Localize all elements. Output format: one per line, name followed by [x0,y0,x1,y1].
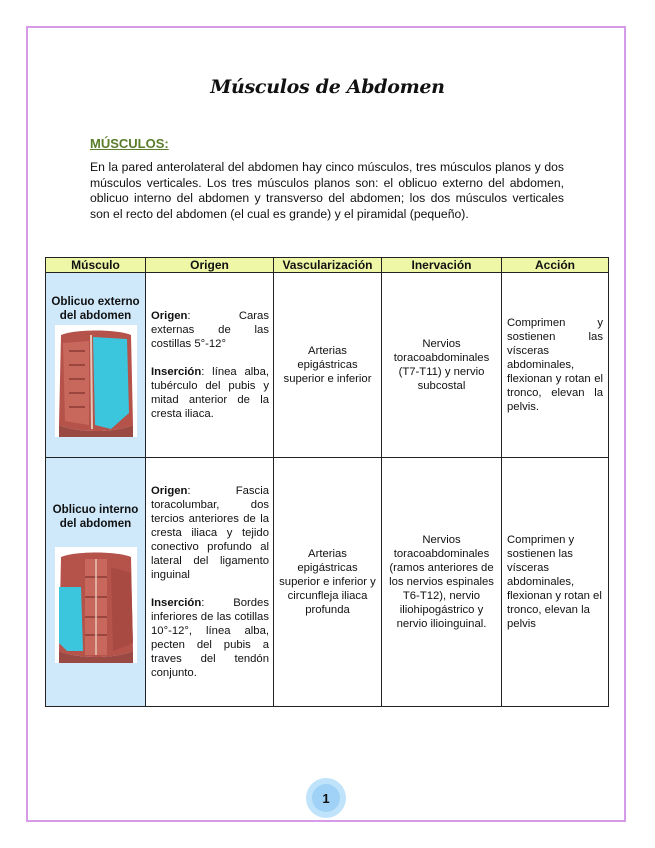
muscles-table [45,257,609,707]
header-inervacion: Inervación [382,258,502,273]
origin-label: Origen [151,485,188,497]
internal-oblique-illustration-icon [55,547,137,663]
header-musculo: Músculo [46,258,146,273]
table-row [46,273,609,458]
insertion-text: : Bordes inferiores de las cotillas 10°-12°, línea alba, pecten del pubis a traves del tendón conjunto. [151,597,269,679]
innervation-cell: Nervios toracoabdominales (ramos anteriores de los nervios espinales T6-T12), nervio iliohipogástrico y nervio ilioinguinal. [382,458,502,707]
vascularization-cell: Arterias epigástricas superior e inferior y circunfleja iliaca profunda [274,458,382,707]
intro-paragraph: En la pared anterolateral del abdomen hay cinco músculos, tres músculos planos y dos músculos verticales. Los tres músculos planos son: el oblicuo externo del abdomen, oblicuo interno del abdomen y transverso del abdomen; los dos músculos verticales son el recto del abdomen (el cual es grande) y el piramidal (pequeño). [90,160,564,221]
muscle-name: Oblicuo interno del abdomen [52,503,139,530]
insertion-text: : línea alba, tubérculo del pubis y mitad anterior de la cresta iliaca. [151,366,269,420]
table-header-row [46,258,609,273]
innervation-cell: Nervios toracoabdominales (T7-T11) y nervio subcostal [382,273,502,458]
page-number-badge [306,778,346,818]
page-title: Músculos de Abdomen [210,76,445,98]
header-origen: Origen [146,258,274,273]
section-heading: MÚSCULOS: [90,136,169,151]
header-vascularizacion: Vascularización [274,258,382,273]
vascularization-cell: Arterias epigástricas superior e inferior [274,273,382,458]
action-cell: Comprimen y sostienen las vísceras abdominales, flexionan y rotan el tronco, elevan la pelvis. [502,273,609,458]
external-oblique-illustration-icon [55,325,137,437]
table-row [46,458,609,707]
origin-text: : Caras externas de las costillas 5°-12° [151,310,269,350]
origin-text: : Fascia toracolumbar, dos tercios anteriores de la cresta iliaca y tejido conectivo profundo al lateral del ligamento inguinal [151,485,269,581]
action-cell: Comprimen y sostienen las vísceras abdominales, flexionan y rotan el tronco, elevan la pelvis [502,458,609,707]
header-accion: Acción [502,258,609,273]
muscle-name: Oblicuo externo del abdomen [51,295,140,322]
origin-label: Origen [151,310,188,322]
origin-cell [146,273,274,458]
page-number: 1 [312,784,340,812]
origin-cell [146,458,274,707]
insertion-label: Inserción [151,597,202,609]
insertion-label: Inserción [151,366,202,378]
muscle-cell [46,273,146,458]
muscle-cell [46,458,146,707]
